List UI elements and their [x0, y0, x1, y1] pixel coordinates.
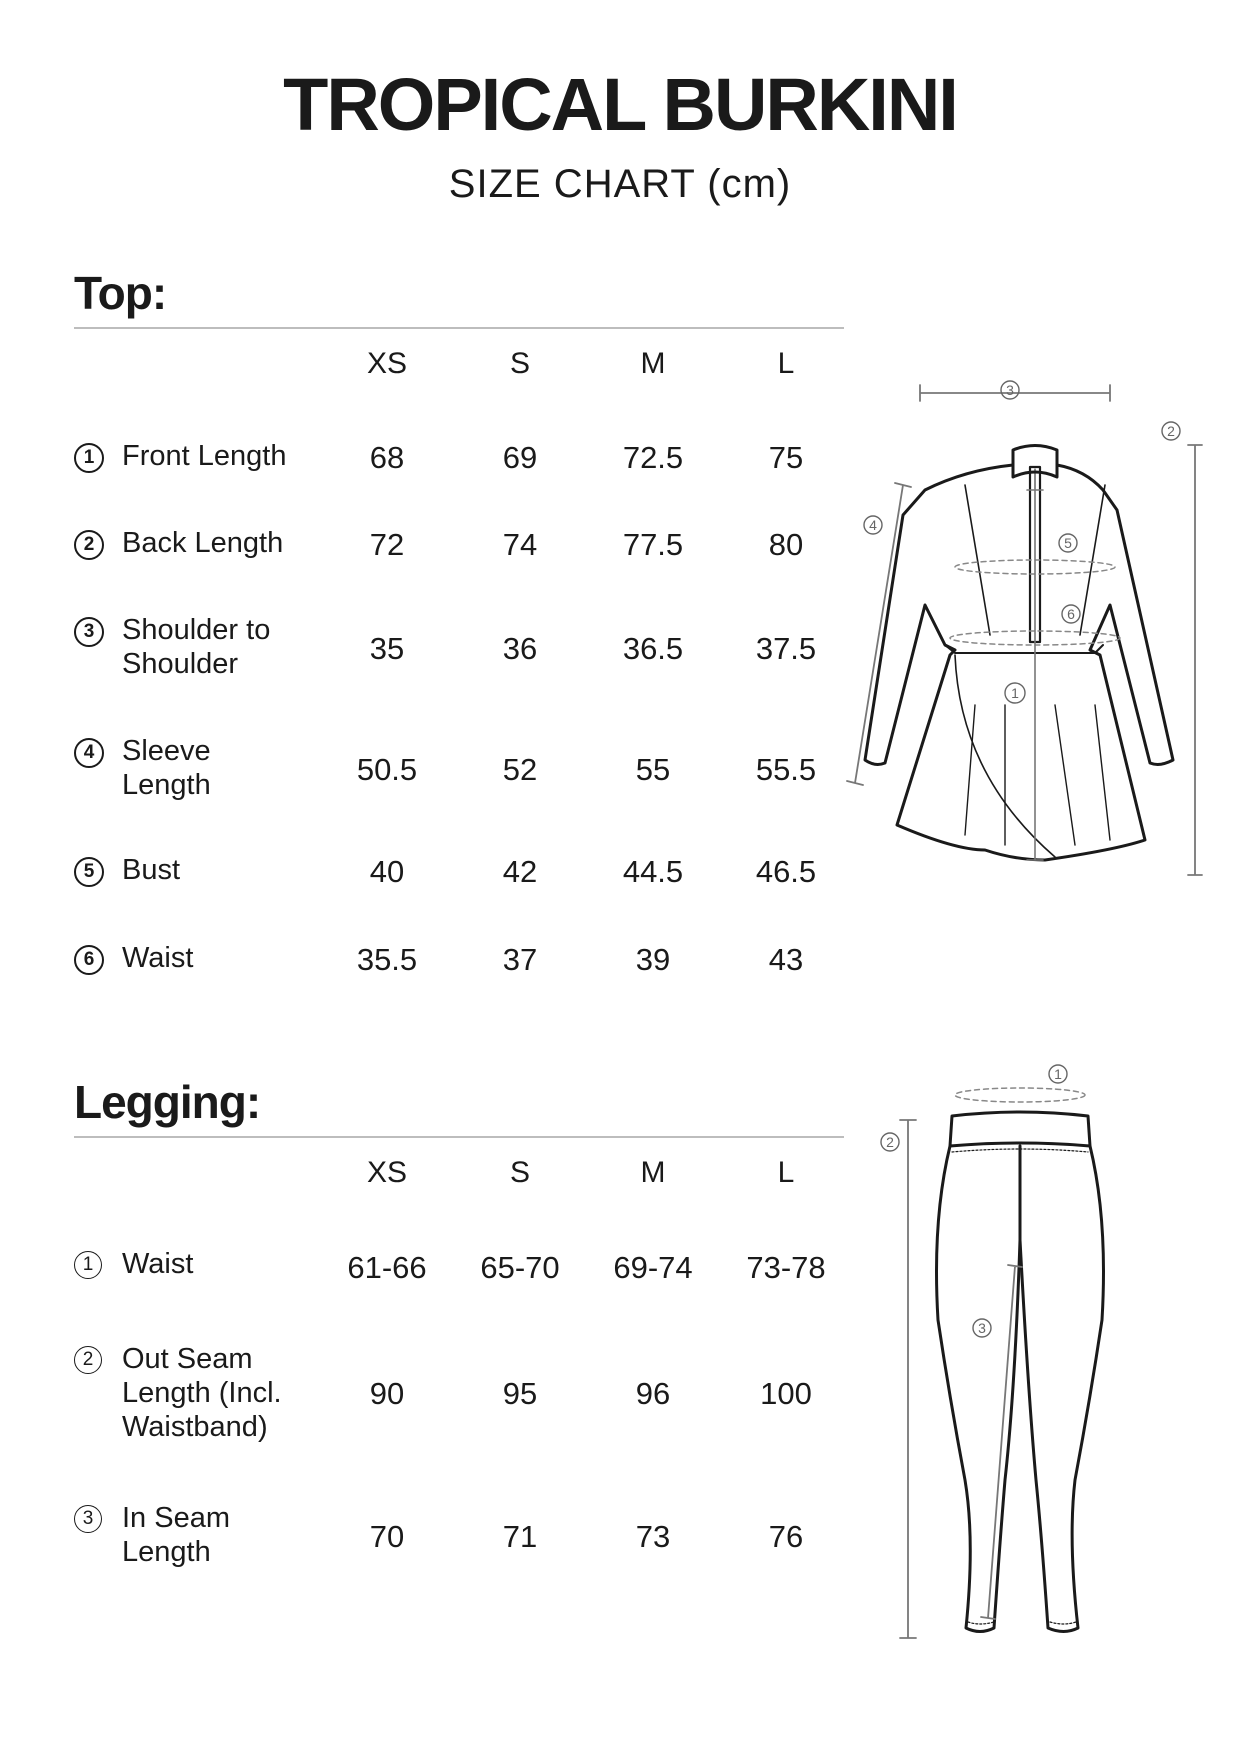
value-l: 37.5	[755, 631, 817, 666]
value-s: 71	[502, 1519, 538, 1554]
value-l: 46.5	[755, 854, 817, 889]
size-header-xs: XS	[366, 1156, 408, 1189]
value-m: 39	[635, 942, 671, 977]
row-number-badge: 4	[74, 738, 104, 768]
row-number-badge: 1	[74, 443, 104, 473]
value-l: 100	[760, 1376, 812, 1411]
diagram-marker: 2	[1167, 423, 1175, 439]
value-m: 96	[635, 1376, 671, 1411]
row-label: Sleeve Length	[122, 735, 211, 801]
value-xs: 35	[369, 631, 405, 666]
size-header-s: S	[509, 1156, 530, 1189]
value-s: 52	[502, 752, 538, 787]
value-l: 43	[768, 942, 804, 977]
size-header-m: M	[640, 1156, 666, 1189]
row-label: Bust	[122, 854, 181, 886]
value-s: 37	[502, 942, 538, 977]
value-s: 74	[502, 527, 538, 562]
size-header-xs: XS	[366, 347, 408, 380]
top-garment-diagram	[855, 382, 1215, 875]
value-m: 77.5	[622, 527, 684, 562]
value-m: 55	[635, 752, 671, 787]
value-xs: 72	[369, 527, 405, 562]
value-xs: 50.5	[356, 752, 418, 787]
value-s: 69	[502, 440, 538, 475]
top-section-title: Top:	[74, 267, 167, 319]
value-xs: 35.5	[356, 942, 418, 977]
value-m: 73	[635, 1519, 671, 1554]
row-label: Waist	[122, 942, 194, 974]
diagram-marker: 1	[1054, 1066, 1062, 1082]
value-m: 72.5	[622, 440, 684, 475]
value-xs: 90	[369, 1376, 405, 1411]
diagram-marker: 4	[869, 517, 877, 533]
row-label: Out Seam Length (Incl. Waistband)	[122, 1343, 282, 1443]
value-s: 65-70	[480, 1250, 560, 1285]
value-xs: 40	[369, 854, 405, 889]
row-number-badge: 3	[74, 617, 104, 647]
diagram-marker: 2	[886, 1134, 894, 1150]
value-l: 73-78	[746, 1250, 826, 1285]
value-m: 69-74	[613, 1250, 693, 1285]
diagram-marker: 3	[1006, 382, 1014, 398]
diagram-marker: 1	[1011, 685, 1019, 701]
page-subtitle: SIZE CHART (cm)	[448, 162, 792, 206]
size-header-l: L	[777, 347, 795, 380]
size-header-l: L	[777, 1156, 795, 1189]
legging-divider	[74, 1136, 844, 1138]
row-number-badge: 2	[74, 530, 104, 560]
row-number-badge: 1	[74, 1251, 102, 1279]
row-label: Front Length	[122, 440, 287, 472]
row-label: Back Length	[122, 527, 284, 559]
legging-diagram	[870, 1060, 1130, 1640]
value-m: 36.5	[622, 631, 684, 666]
value-s: 36	[502, 631, 538, 666]
row-label: In Seam Length	[122, 1502, 230, 1568]
row-label: Waist	[122, 1248, 194, 1280]
top-divider	[74, 327, 844, 329]
value-l: 75	[768, 440, 804, 475]
page-title: TROPICAL BURKINI	[283, 63, 957, 146]
row-number-badge: 5	[74, 857, 104, 887]
value-m: 44.5	[622, 854, 684, 889]
value-s: 95	[502, 1376, 538, 1411]
diagram-marker: 6	[1067, 606, 1075, 622]
legging-section-title: Legging:	[74, 1076, 261, 1128]
value-s: 42	[502, 854, 538, 889]
row-label: Shoulder to Shoulder	[122, 614, 271, 680]
value-l: 76	[768, 1519, 804, 1554]
value-xs: 70	[369, 1519, 405, 1554]
size-header-s: S	[509, 347, 530, 380]
value-xs: 61-66	[347, 1250, 427, 1285]
row-number-badge: 3	[74, 1505, 102, 1533]
value-l: 55.5	[755, 752, 817, 787]
value-xs: 68	[369, 440, 405, 475]
value-l: 80	[768, 527, 804, 562]
row-number-badge: 6	[74, 945, 104, 975]
size-header-m: M	[640, 347, 666, 380]
diagram-marker: 5	[1064, 535, 1072, 551]
row-number-badge: 2	[74, 1346, 102, 1374]
diagram-marker: 3	[978, 1320, 986, 1336]
